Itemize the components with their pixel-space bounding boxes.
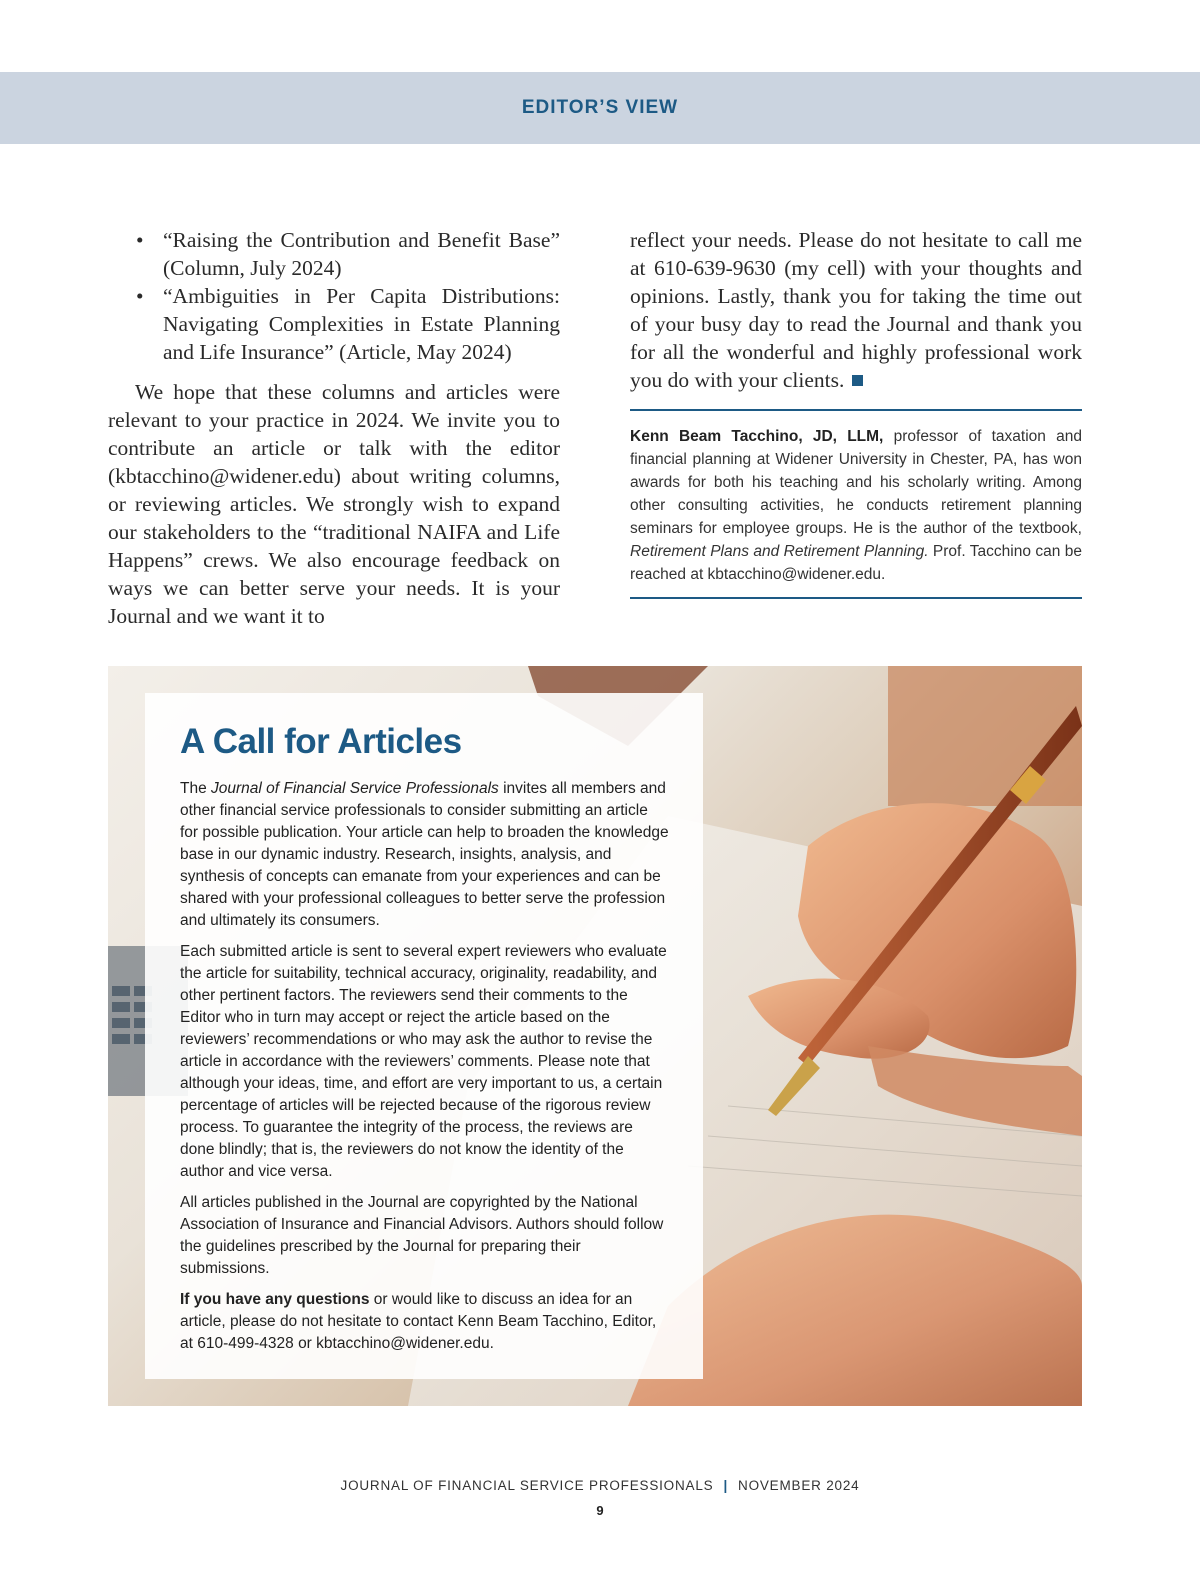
bio-top-rule xyxy=(630,409,1082,411)
page-number: 9 xyxy=(596,1503,604,1518)
page-footer xyxy=(0,1478,1200,1493)
end-mark-icon xyxy=(852,375,863,386)
right-column xyxy=(630,226,1082,394)
call-for-articles-body xyxy=(180,778,670,1364)
call-paragraph-1 xyxy=(180,778,670,932)
contact-text: or would like to discuss an idea for an article, please do not hesitate to contact Kenn Beam Tacchino, Editor, at 610-499-4328 or kbtacchino@widener.edu. xyxy=(180,1291,657,1352)
journal-name: Journal of Financial Service Professionals xyxy=(211,780,499,797)
list-item: • “Ambiguities in Per Capita Distributions: Navigating Complexities in Estate Planning and Life Insurance” (Article, May 2024) xyxy=(163,282,560,366)
call-paragraph-2: Each submitted article is sent to several expert reviewers who evaluate the article for suitability, technical accuracy, originality, readability, and other pertinent factors. The reviewers send their comments to the Editor who in turn may accept or reject the article based on the reviewers’ recommendations or who may ask the author to revise the article in accordance with the reviewers’ comments. Please note that although your ideas, time, and effort are very important to us, a certain percentage of articles will be rejected because of the rigorous review process. To guarantee the integrity of the process, the reviews are done blindly; that is, the reviewers do not know the identity of the author and vice versa. xyxy=(180,943,667,1180)
bio-text: professor of taxation and financial planning at Widener University in Chester, PA, has won awards for both his teaching and his scholarly writing. Among other consulting activities, he conducts retirement planning seminars for employee groups. He is the author of the textbook, xyxy=(630,428,1082,537)
body-text: reflect your needs. Please do not hesitate to call me at 610-639-9630 (my cell) with your thoughts and opinions. Lastly, thank you for taking the time out of your busy day to read the Journal and thank you for all the wonderful and highly professional work you do with your clients. xyxy=(630,228,1082,392)
section-title: EDITOR’S VIEW xyxy=(521,97,679,118)
call-paragraph-4 xyxy=(180,1289,670,1355)
bio-bottom-rule xyxy=(630,597,1082,599)
journal-name-footer: JOURNAL OF FINANCIAL SERVICE PROFESSIONALS xyxy=(340,1478,714,1493)
left-column xyxy=(108,226,560,630)
bio-text-end: Prof. Tacchino can be reached at kbtacchino@widener.edu. xyxy=(630,543,1082,583)
body-paragraph: We hope that these columns and articles were relevant to your practice in 2024. We invite you to contribute an article or talk with the editor (kbtacchino@widener.edu) about writing columns, or reviewing articles. We strongly wish to expand our stakeholders to the “traditional NAIFA and Life Happens” crews. We also encourage feedback on ways we can better serve your needs. It is your Journal and we want it to xyxy=(108,380,560,628)
call-text: invites all members and other financial service professionals to consider submitting an article for possible publication. Your article can help to broaden the knowledge base in our dynamic industry. Research, insights, analysis, and synthesis of concepts can emanate from your experiences and can be shared with your professional colleagues to better serve the profession and ultimately its consumers. xyxy=(180,780,669,929)
list-item: • “Raising the Contribution and Benefit Base” (Column, July 2024) xyxy=(163,226,560,282)
author-bio xyxy=(630,425,1082,586)
call-for-articles-title: A Call for Articles xyxy=(180,722,462,761)
call-text: The xyxy=(180,780,212,797)
questions-lead: If you have any questions xyxy=(180,1291,370,1308)
call-paragraph-3: All articles published in the Journal are copyrighted by the National Association of Insurance and Financial Advisors. Authors should follow the guidelines prescribed by the Journal for preparing their submissions. xyxy=(180,1194,664,1277)
body-paragraph-continued xyxy=(630,226,1082,394)
article-list xyxy=(108,226,560,366)
footer-separator: | xyxy=(723,1478,729,1493)
section-header-band xyxy=(0,72,1200,144)
issue-date: NOVEMBER 2024 xyxy=(738,1478,860,1493)
author-name: Kenn Beam Tacchino, JD, LLM, xyxy=(630,428,884,445)
book-title: Retirement Plans and Retirement Planning. xyxy=(630,543,929,560)
